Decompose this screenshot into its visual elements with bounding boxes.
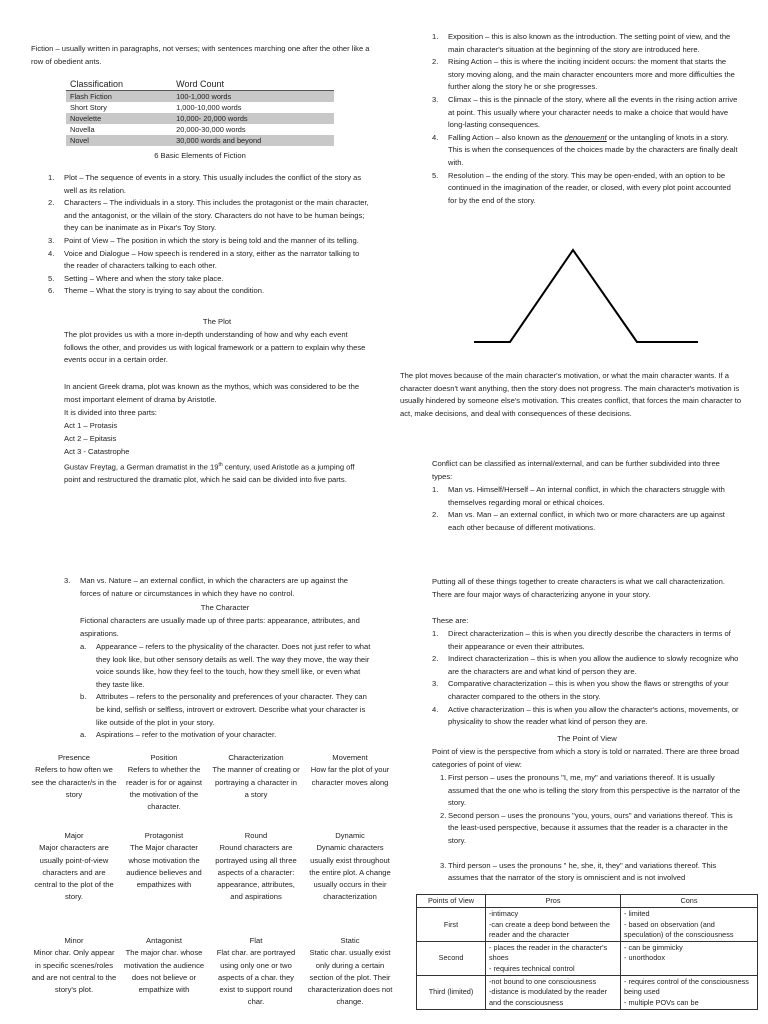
- list-item: 1. Direct characterization – this is when you directly describe the characters in terms of their appearance or even their attributes.: [432, 629, 731, 651]
- list-item: 3. Man vs. Nature – an external conflict, in which the characters are up against the forces of nature or circumstances in which they have no control.: [64, 576, 349, 598]
- conflict-list: [432, 484, 740, 534]
- pov-list: [440, 772, 742, 885]
- grid-cell: Presence Refers to how often we see the character/s in the story: [31, 753, 117, 799]
- fiction-intro: Fiction – usually written in paragraphs, not verses; with sentences marching one after the other like a row of obedient ants.: [31, 44, 370, 66]
- five-parts-list: [432, 31, 740, 207]
- list-item: 6. Theme – What the story is trying to say about the condition.: [48, 286, 265, 296]
- grid-cell: Position Refers to whether the reader is for or against the motivation of the character.: [126, 753, 202, 812]
- characterization-paragraph: Putting all of these things together to create characters is what we call characterization. There are four major ways of characterizing anyone in your story.: [432, 577, 725, 599]
- table-cell: -not bound to one consciousness -distance is modulated by the reader and the consciousness: [486, 976, 621, 1010]
- table-row: [66, 113, 334, 124]
- freytag-pyramid-diagram: [470, 245, 700, 345]
- table-header: Word Count: [172, 78, 334, 91]
- table-cell: 30,000 words and beyond: [172, 135, 334, 146]
- classification-table: [66, 78, 334, 146]
- grid-cell: Movement How far the plot of your character moves along: [310, 753, 390, 787]
- list-item: 1. Exposition – this is also known as the introduction. The setting point of view, and the main character's situation at the beginning of the story are introduced here.: [432, 32, 731, 54]
- table-row: [417, 942, 758, 976]
- elements-list: [48, 172, 370, 298]
- list-item: a. Appearance – refers to the physicality of the character. Does not just refer to what they look like, but other sensory details as well. The way they move, the way their voice sounds like, how they feel to the touch, how they smell like, or even what they taste like.: [80, 642, 371, 689]
- list-item: 2. Second person – uses the pronouns "you, yours, ours" and variations thereof. This is the least-used perspective, because it assumes that the reader is a character in the story.: [440, 810, 733, 845]
- table-cell: - places the reader in the character's shoes - requires technical control: [486, 942, 621, 976]
- elements-heading: 6 Basic Elements of Fiction: [154, 151, 246, 160]
- characterization-list: [432, 628, 740, 729]
- list-item: 2. Man vs. Man – an external conflict, in which two or more characters are up against each other because of different motivations.: [432, 510, 725, 532]
- list-item: a. Aspirations – refer to the motivation of your character.: [80, 730, 277, 740]
- plot-arc-line: [474, 250, 698, 342]
- list-item: 2. Rising Action – this is where the inciting incident occurs: the moment that starts the story moving along, and the main character encounters more and more difficulties the further along the story he or she progresses.: [432, 57, 735, 92]
- table-cell: Second: [417, 942, 486, 976]
- table-row: [66, 135, 334, 146]
- list-item: 5. Resolution – the ending of the story. This may be open-ended, with an option to be continued in the imagination of the reader, or closed, with every plot point accounted for by the end of the story.: [432, 170, 731, 205]
- list-item: 1. Man vs. Himself/Herself – An internal conflict, in which the characters struggle with themselves regarding moral or ethical choices.: [432, 485, 725, 507]
- list-item: 4. Active characterization – this is when you allow the character's actions, movements, or physicality to show the reader what kind of person they are.: [432, 704, 739, 727]
- table-header: Points of View: [417, 895, 486, 908]
- character-intro: Fictional characters are usually made up of three parts: appearance, attributes, and aspirations.: [80, 616, 360, 638]
- grid-cell: Protagonist The Major character whose motivation the audience believes and empathizes with: [126, 831, 202, 890]
- grid-cell: Minor Minor char. Only appear in specific scenes/roles and are not central to the story's plot.: [31, 936, 117, 995]
- table-cell: First: [417, 908, 486, 942]
- list-item: 1. Plot – The sequence of events in a story. This usually includes the conflict of the story as well as its relation.: [48, 173, 362, 195]
- table-cell: Flash Fiction: [66, 91, 172, 103]
- these-are: These are:: [432, 616, 469, 625]
- grid-cell: Flat Flat char. are portrayed using only one or two aspects of a char. they exist to support round char.: [216, 936, 296, 1007]
- table-cell: -intimacy -can create a deep bond between the reader and the character: [486, 908, 621, 942]
- table-header: Classification: [66, 78, 172, 91]
- list-item: 3. Third person – uses the pronouns " he, she, it, they" and variations thereof. This assumes that the narrator of the story is omniscient and is not involved: [440, 860, 717, 883]
- plot-paragraph: The plot provides us with a more in-depth understanding of how and why each event follows the other, and provides us with logical framework or a pattern to explain why these events occur in a certain order.: [64, 330, 366, 365]
- conflict-intro: Conflict can be classified as internal/external, and can be further subdivided into three types:: [432, 459, 720, 481]
- table-cell: Third (limited): [417, 976, 486, 1010]
- conflict-list-continued: [64, 575, 370, 600]
- list-item: 2. Indirect characterization – this is when you allow the audience to slowly recognize who are the characters are and what kind of person they are.: [432, 654, 739, 676]
- list-item: b. Attributes – refers to the personality and preferences of your character. They can be kind, selfish or selfless, introvert or extrovert. Describe what your character is like outside of the plot in your story.: [80, 692, 367, 727]
- table-row: [66, 91, 334, 103]
- list-item: 3. Comparative characterization – this is when you show the flaws or strengths of your character compared to the others in the story.: [432, 679, 729, 701]
- list-item: 4. Falling Action – also known as the denouement or the untangling of knots in a story. This is when the consequences of the choices made by the characters are finally dealt with.: [432, 132, 738, 167]
- table-cell: 100-1,000 words: [172, 91, 334, 103]
- list-item: 3. Point of View – The position in which the story is being told and the manner of its telling.: [48, 235, 359, 245]
- table-cell: - can be gimmicky - unorthodox: [621, 942, 758, 976]
- list-item: 2. Characters – The individuals in a story. This includes the protagonist or the main character, and the antagonist, or the villain of the story. Characters do not have to be human beings; they can be inanimate as in Pixar's Toy Story.: [48, 198, 369, 233]
- character-aspects-list: [80, 641, 372, 742]
- grid-cell: Characterization The manner of creating or portraying a character in a story: [212, 753, 300, 799]
- grid-cell: Round Round characters are portrayed using all three aspects of a character: appearance, attributes, and aspirations: [215, 831, 297, 902]
- act-3: Act 3 - Catastrophe: [64, 447, 130, 456]
- table-header: Cons: [621, 895, 758, 908]
- table-cell: Novelette: [66, 113, 172, 124]
- grid-cell: Dynamic Dynamic characters usually exist throughout the entire plot. A change usually occurs in their characterization: [309, 831, 391, 902]
- freytag-paragraph: Gustav Freytag, a German dramatist in the 19th century, used Aristotle as a jumping off point and restructured the dramatic plot, which he said can be divided into five parts.: [64, 462, 355, 485]
- motivation-paragraph: The plot moves because of the main character's motivation, or what the main character wants. If a character doesn't want anything, then the story does not progress. The main character's motivation is usually hindered by someone else's motivation. This creates conflict, that forces the main character to act, make decisions, and deal with consequences of these decisions.: [400, 371, 742, 418]
- grid-cell: Static Static char. usually exist only during a certain section of the plot. Their characterization does not change.: [307, 936, 393, 1007]
- plot-divided: It is divided into three parts:: [64, 408, 157, 417]
- table-cell: - limited - based on observation (and speculation) of the consciousness: [621, 908, 758, 942]
- grid-cell: Antagonist The major char. whose motivation the audience does not believe or empathize with: [123, 936, 205, 995]
- table-row: [417, 908, 758, 942]
- table-row: [66, 124, 334, 135]
- table-cell: - requires control of the consciousness being used - multiple POVs can be: [621, 976, 758, 1010]
- plot-paragraph-mythos: In ancient Greek drama, plot was known as the mythos, which was considered to be the most important element of drama by Aristotle.: [64, 382, 360, 404]
- table-cell: 10,000- 20,000 words: [172, 113, 334, 124]
- list-item: 5. Setting – Where and when the story take place.: [48, 273, 224, 283]
- plot-heading: The Plot: [202, 317, 232, 326]
- list-item: 3. Climax – this is the pinnacle of the story, where all the events in the rising action arrive at point. This usually where your character needs to make a choice that would have long-lasting consequences.: [432, 94, 738, 130]
- table-cell: 20,000-30,000 words: [176, 125, 246, 134]
- table-cell: Short Story: [70, 103, 107, 112]
- table-cell: 1,000-10,000 words: [176, 103, 242, 112]
- table-row: [66, 102, 334, 113]
- table-cell: Novel: [66, 135, 172, 146]
- character-heading: The Character: [200, 603, 250, 612]
- act-1: Act 1 – Protasis: [64, 421, 118, 430]
- table-header: Pros: [486, 895, 621, 908]
- pov-paragraph: Point of view is the perspective from which a story is told or narrated. There are three broad categories of point of view:: [432, 747, 740, 769]
- table-row: [417, 976, 758, 1010]
- list-item: 1. First person – uses the pronouns "I, me, my" and variations thereof. It is usually assumed that the one who is telling the story from this perspective is the narrator of the story.: [440, 773, 741, 808]
- grid-cell: Major Major characters are usually point-of-view characters and are central to the plot of the story.: [34, 831, 114, 902]
- act-2: Act 2 – Epitasis: [64, 434, 117, 443]
- pov-table: [416, 894, 758, 1010]
- table-cell: Novella: [70, 125, 95, 134]
- list-item: 4. Voice and Dialogue – How speech is rendered in a story, either as the narrator talking to the reader of characters talking to each other.: [48, 248, 360, 271]
- pov-heading: The Point of View: [557, 734, 617, 743]
